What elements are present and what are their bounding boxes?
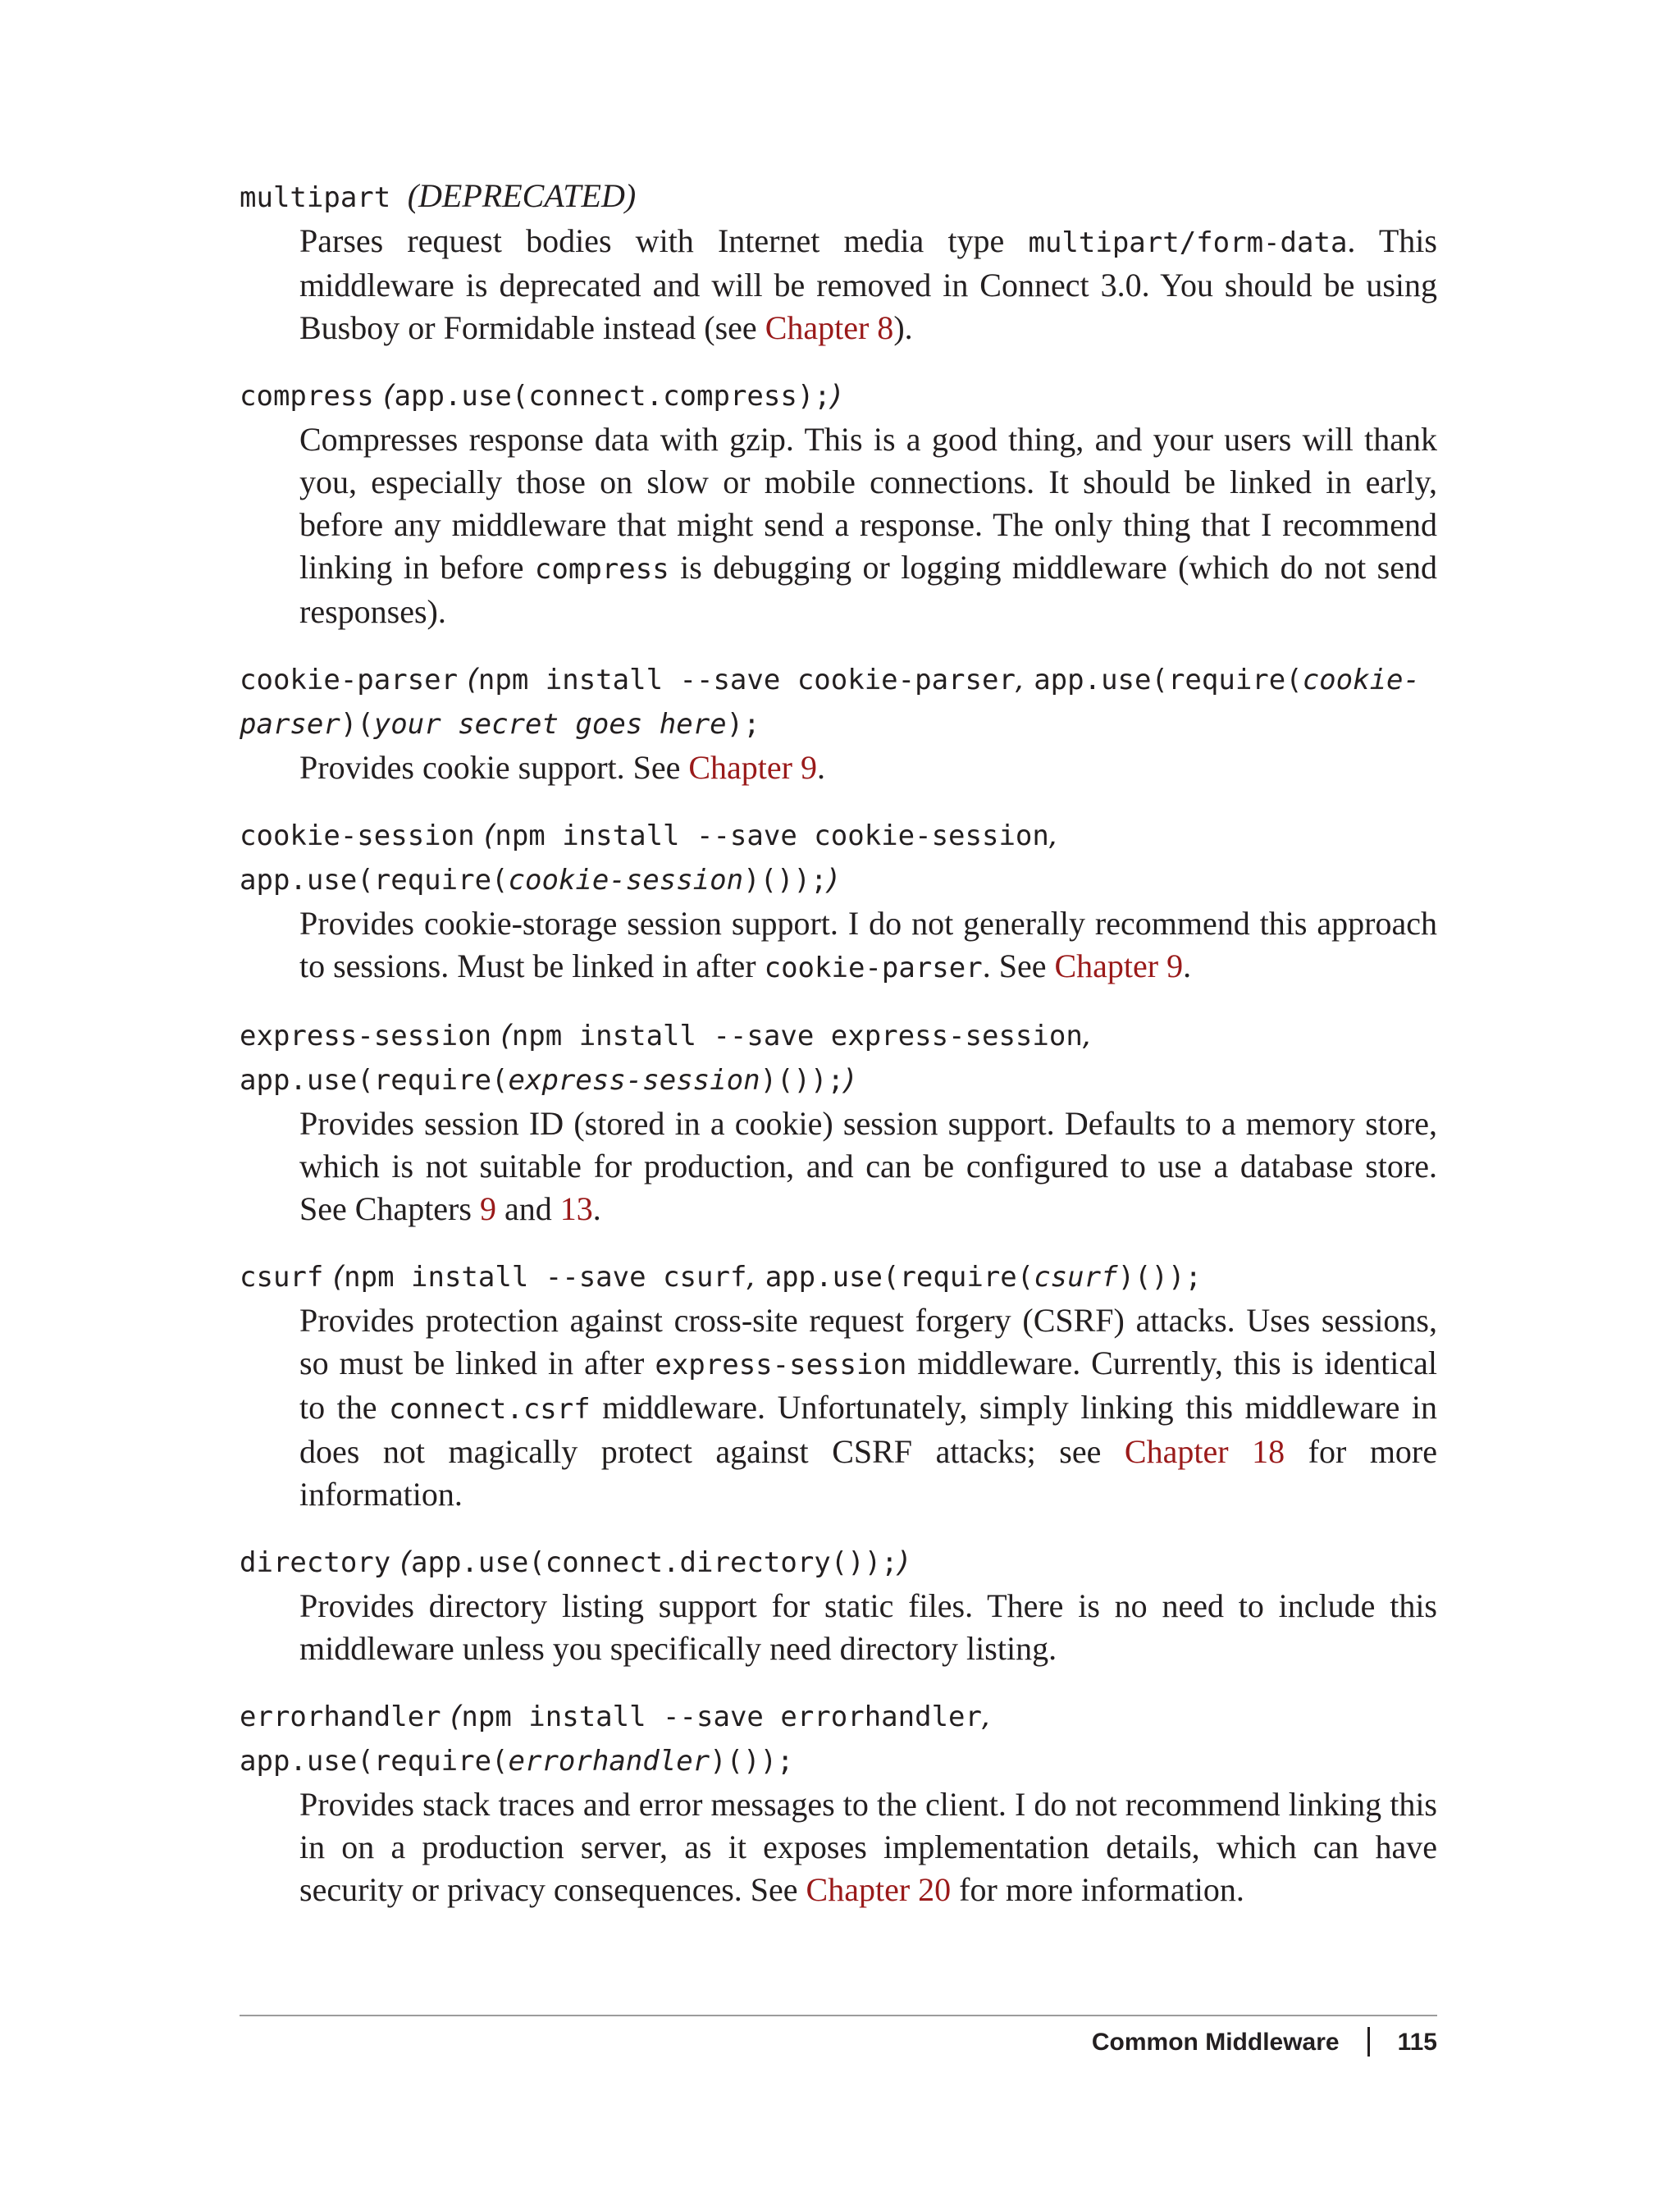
entry-term bbox=[240, 658, 1437, 746]
entry-term bbox=[240, 374, 1437, 418]
inline-code: cookie-parser bbox=[764, 952, 983, 984]
sig-code: ); bbox=[726, 708, 760, 741]
sig-part: ( bbox=[441, 1701, 462, 1733]
entry-term bbox=[240, 174, 1437, 220]
sig-code: npm install --save errorhandler bbox=[461, 1701, 982, 1733]
sig-part: , bbox=[746, 1261, 765, 1294]
sig-part: , bbox=[1015, 664, 1034, 696]
sig-code: npm install --save cookie-session bbox=[495, 819, 1049, 852]
inline-code: compress bbox=[534, 553, 669, 586]
text: . bbox=[817, 749, 825, 786]
sig-code: npm install --save csurf bbox=[344, 1261, 747, 1294]
sig-code-italic: csurf bbox=[1034, 1261, 1118, 1294]
middleware-name: errorhandler bbox=[240, 1701, 441, 1733]
sig-code: )()); bbox=[743, 864, 828, 897]
text: middleware. Unfortunately, simply linking this middleware in does not magically protect against CSRF attacks; see bbox=[299, 1389, 1438, 1470]
text: Provides cookie-storage session support. I do not generally recommend this approach to sessions. Must be linked in after bbox=[299, 905, 1437, 984]
footer-separator bbox=[1367, 2027, 1370, 2057]
sig-part: ( bbox=[323, 1261, 345, 1294]
entry-term bbox=[240, 1695, 1437, 1783]
inline-code: express-session bbox=[655, 1349, 907, 1381]
entry-term bbox=[240, 814, 1437, 902]
text: ). bbox=[893, 309, 913, 346]
entry-description bbox=[299, 746, 1437, 789]
sig-code-italic: cookie-parser bbox=[240, 664, 1420, 741]
middleware-name: express-session bbox=[240, 1020, 492, 1052]
sig-part: ( bbox=[390, 1546, 412, 1579]
entry-term bbox=[240, 1014, 1437, 1102]
sig-code-italic: your secret goes here bbox=[373, 708, 727, 741]
entry-description bbox=[299, 1585, 1437, 1670]
sig-code: )()); bbox=[1117, 1261, 1202, 1294]
deprecated-label: (DEPRECATED) bbox=[407, 177, 637, 214]
chapter-link[interactable]: 9 bbox=[479, 1190, 496, 1227]
entry-description bbox=[299, 220, 1437, 349]
sig-code: app.use(require( bbox=[765, 1261, 1034, 1294]
entry-errorhandler bbox=[240, 1695, 1437, 1911]
sig-part: ) bbox=[830, 380, 842, 413]
entry-term bbox=[240, 1255, 1437, 1299]
footer-section-title: Common Middleware bbox=[1091, 2029, 1340, 2056]
sig-part: ) bbox=[843, 1064, 856, 1097]
sig-part: ( bbox=[458, 664, 478, 696]
chapter-link[interactable]: Chapter 8 bbox=[765, 309, 894, 346]
chapter-link[interactable]: Chapter 9 bbox=[1054, 947, 1184, 984]
footer-rule bbox=[240, 2015, 1437, 2016]
text: . See bbox=[982, 947, 1055, 984]
text: Provides session ID (stored in a cookie) session support. Defaults to a memory store, which is not suitable for production, and can be configured to use a database store. See Chapters bbox=[299, 1105, 1437, 1227]
sig-part: ( bbox=[491, 1020, 512, 1052]
sig-code: )()); bbox=[760, 1064, 844, 1097]
sig-part: ) bbox=[827, 864, 839, 897]
text: Provides protection against cross-site request forgery (CSRF) attacks. Uses sessions, so must be linked in after bbox=[299, 1302, 1437, 1381]
text: and bbox=[495, 1190, 560, 1227]
chapter-link[interactable]: 13 bbox=[559, 1190, 593, 1227]
middleware-name: multipart bbox=[240, 181, 391, 214]
sig-code: npm install --save cookie-parser bbox=[477, 664, 1016, 696]
entry-description bbox=[299, 418, 1437, 633]
sig-part: , bbox=[1048, 819, 1059, 852]
entry-compress bbox=[240, 374, 1437, 633]
entry-description bbox=[299, 902, 1437, 989]
entry-description bbox=[299, 1299, 1437, 1516]
entry-description bbox=[299, 1783, 1437, 1911]
sig-code-italic: express-session bbox=[508, 1064, 760, 1097]
entry-csurf bbox=[240, 1255, 1437, 1516]
middleware-name: csurf bbox=[240, 1261, 324, 1294]
text: is debugging or logging middleware (which do not send responses). bbox=[299, 549, 1437, 630]
sig-code: app.use(require( bbox=[1034, 664, 1303, 696]
page-footer bbox=[1092, 2026, 1437, 2059]
sig-part: , bbox=[981, 1701, 992, 1733]
sig-code: app.use(connect.directory()); bbox=[411, 1546, 898, 1579]
text: middleware. Currently, this is identical to the bbox=[299, 1344, 1438, 1426]
page-body bbox=[240, 174, 1437, 1936]
middleware-name: compress bbox=[240, 380, 374, 413]
sig-code: )( bbox=[340, 708, 374, 741]
middleware-name: cookie-session bbox=[240, 819, 475, 852]
chapter-link[interactable]: Chapter 20 bbox=[806, 1871, 952, 1908]
chapter-link[interactable]: Chapter 9 bbox=[688, 749, 817, 786]
entry-cookie-parser bbox=[240, 658, 1437, 789]
text: Compresses response data with gzip. This is a good thing, and your users will thank you, especially those on slow or mobile connections. It should be linked in early, before any middleware that might send a response. The only thing that I recommend linking in before bbox=[299, 421, 1437, 586]
sig-code-italic: errorhandler bbox=[508, 1745, 710, 1778]
chapter-link[interactable]: Chapter 18 bbox=[1124, 1433, 1285, 1470]
middleware-name: cookie-parser bbox=[240, 664, 459, 696]
sig-part: , bbox=[1082, 1020, 1092, 1052]
inline-code: multipart/form-data bbox=[1028, 226, 1348, 259]
sig-code: npm install --save express-session bbox=[511, 1020, 1083, 1052]
sig-code: app.use(connect.compress); bbox=[394, 380, 831, 413]
text: . bbox=[1183, 947, 1192, 984]
text: Parses request bodies with Internet media type bbox=[299, 222, 1029, 259]
sig-part: ) bbox=[897, 1546, 910, 1579]
entry-cookie-session bbox=[240, 814, 1437, 989]
sig-code: )()); bbox=[710, 1745, 794, 1778]
text: . This middleware is deprecated and will be removed in Connect 3.0. You should be using Busboy or Formidable instead (see bbox=[299, 222, 1437, 346]
sig-part: ( bbox=[474, 819, 495, 852]
text: for more information. bbox=[951, 1871, 1244, 1908]
sig-part: ( bbox=[373, 380, 395, 413]
sig-code: app.use(require( bbox=[240, 864, 509, 897]
middleware-name: directory bbox=[240, 1546, 391, 1579]
entry-term bbox=[240, 1541, 1437, 1585]
text: Provides directory listing support for static files. There is no need to include this middleware unless you specifically need directory listing. bbox=[299, 1587, 1437, 1667]
text: Provides cookie support. See bbox=[299, 749, 689, 786]
sig-code: app.use(require( bbox=[240, 1745, 509, 1778]
sig-code: app.use(require( bbox=[240, 1064, 509, 1097]
page-number: 115 bbox=[1397, 2029, 1437, 2056]
text: . bbox=[592, 1190, 601, 1227]
text: for more information. bbox=[299, 1433, 1438, 1513]
sig-code-italic: cookie-session bbox=[508, 864, 744, 897]
text: Provides stack traces and error messages to the client. I do not recommend linking this in on a production server, as it exposes implementation details, which can have security or privacy consequences. See bbox=[299, 1786, 1437, 1908]
entry-description bbox=[299, 1102, 1437, 1230]
entry-multipart bbox=[240, 174, 1437, 349]
inline-code: connect.csrf bbox=[389, 1393, 591, 1426]
entry-express-session bbox=[240, 1014, 1437, 1230]
entry-directory bbox=[240, 1541, 1437, 1670]
